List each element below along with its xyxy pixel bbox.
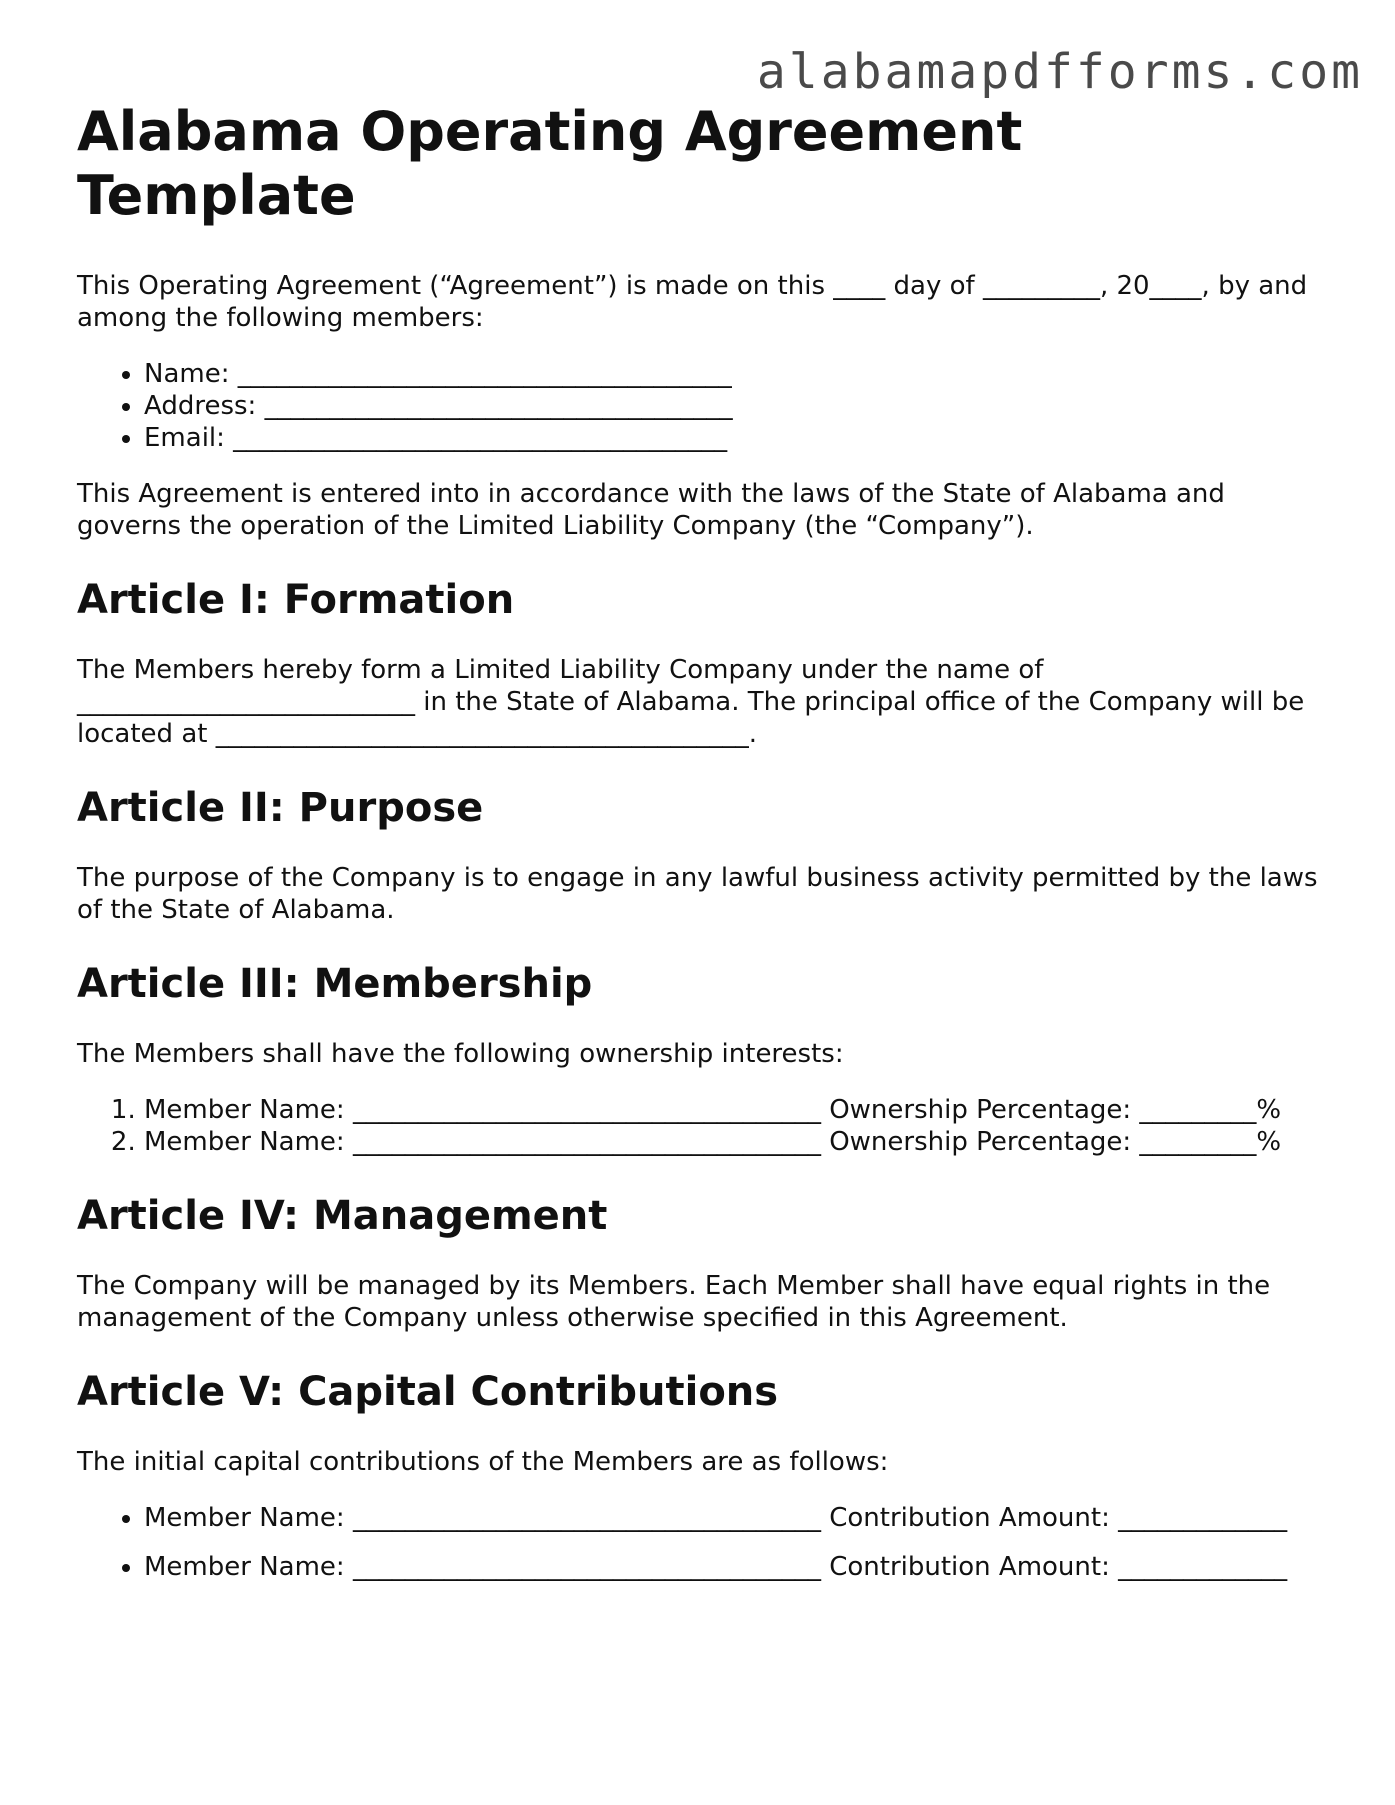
article-1-text: The Members hereby form a Limited Liability Company under the name of __________________________ in the State of Alabama. The principal office of the Company will be located at _________________________________________. [77, 655, 1305, 749]
article-2-heading: Article II: Purpose [77, 785, 484, 831]
article-4-heading: Article IV: Management [77, 1193, 608, 1239]
ownership-list [77, 1094, 1322, 1158]
contribution-item: • Member Name: ____________________________________ Contribution Amount: _____________ [144, 1502, 1322, 1534]
ownership-item: 2. Member Name: ____________________________________ Ownership Percentage: _________% [144, 1126, 1322, 1158]
watermark: alabamapdfforms.com [756, 44, 1363, 100]
article-3-heading: Article III: Membership [77, 961, 593, 1007]
article-3-text: The Members shall have the following ownership interests: [77, 1039, 844, 1069]
page-title: Alabama Operating Agreement Template [77, 100, 1023, 227]
article-4-text: The Company will be managed by its Members. Each Member shall have equal rights in the management of the Company unless otherwise specified in this Agreement. [77, 1271, 1271, 1333]
contribution-item: • Member Name: ____________________________________ Contribution Amount: _____________ [144, 1551, 1322, 1583]
member-email-field: • Email: ______________________________________ [144, 422, 1322, 454]
article-5-heading: Article V: Capital Contributions [77, 1369, 779, 1415]
member-address-field: • Address: ____________________________________ [144, 390, 1322, 422]
article-2-text: The purpose of the Company is to engage in any lawful business activity permitted by the laws of the State of Alabama. [77, 863, 1318, 925]
article-1-heading: Article I: Formation [77, 577, 515, 623]
intro-paragraph: This Operating Agreement (“Agreement”) is made on this ____ day of _________, 20____, by and among the following members: [77, 271, 1308, 333]
governing-paragraph: This Agreement is entered into in accordance with the laws of the State of Alabama and governs the operation of the Limited Liability Company (the “Company”). [77, 479, 1225, 541]
ownership-item: 1. Member Name: ____________________________________ Ownership Percentage: _________% [144, 1094, 1322, 1126]
contribution-list [77, 1502, 1322, 1583]
member-fields-list [77, 358, 1322, 454]
member-name-field: • Name: ______________________________________ [144, 358, 1322, 390]
document-page [77, 100, 1322, 1607]
article-5-text: The initial capital contributions of the Members are as follows: [77, 1447, 889, 1477]
